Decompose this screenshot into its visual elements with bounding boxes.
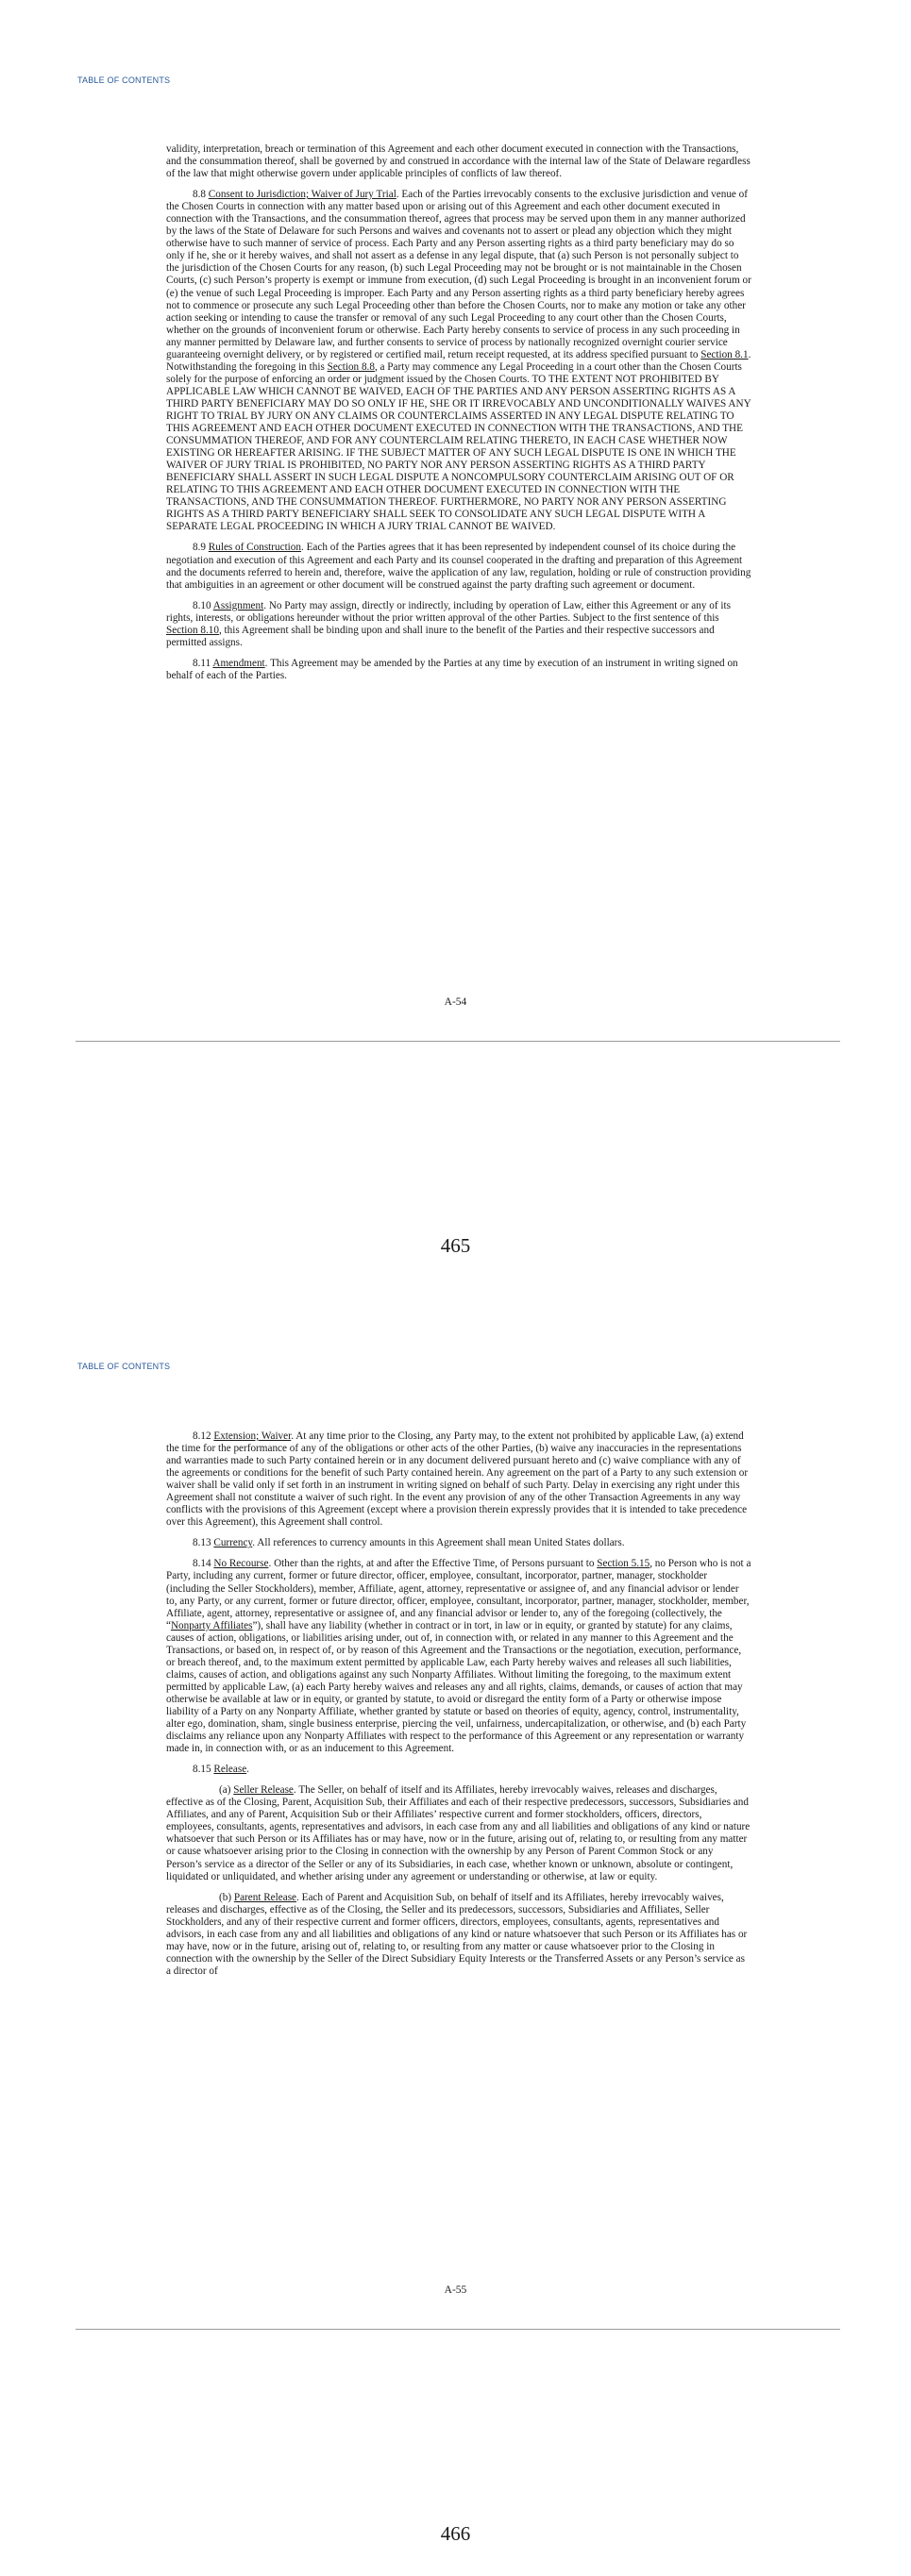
section-text: At any time prior to the Closing, any Party may, to the extent not prohibited by applicable Law, (a) extend the time for the performance of any of the obligations or other acts of the other Parties, (b) waive any inaccuracies in the representations and warranties made to such Party contained herein or in any document delivered pursuant hereto and (c) waive compliance with any of the agreements or conditions for the benefit of such Party contained herein. Any agreement on the part of a Party to any such extension or waiver shall be valid only if set forth in an instrument in writing signed on behalf of such Party. Delay in exercising any right under this Agreement shall not constitute a waiver of such right. In the event any provision of any of the other Transaction Agreements in any way conflicts with the provisions of this Agreement (except where a provision therein expressly provides that it is intended to take precedence over this Agreement), this Agreement shall control.: [166, 1430, 749, 1529]
section-text: , this Agreement shall be binding upon and shall inure to the benefit of the Parties and their respective successors and permitted assigns.: [166, 624, 715, 648]
section-8-10: 8.10 Assignment. No Party may assign, directly or indirectly, including by operation of Law, either this Agreement or any of its rights, interests, or obligations hereunder without the prior written approval of the other Parties. Subject to the first sentence of this Section 8.10, this Agreement shall be binding upon and shall inure to the benefit of the Parties and their respective successors and permitted assigns.: [166, 599, 731, 648]
section-text: , a Party may commence any Legal Proceeding in a court other than the Chosen Courts solely for the purpose of enforcing an order or judgment issued by the Chosen Courts. TO THE EXTENT NOT PROHIBITED BY APPLICABLE LAW WHICH CANNOT BE WAIVED, EACH OF THE PARTIES AND ANY PERSON ASSERTING RIGHTS AS A THIRD PARTY BENEFICIARY MAY DO SO ONLY IF HE, SHE OR IT IRREVOCABLY AND UNCONDITIONALLY WAIVES ANY RIGHT TO TRIAL BY JURY ON ANY CLAIMS OR COUNTERCLAIMS ASSERTED IN ANY LEGAL DISPUTE RELATING TO THIS AGREEMENT AND EACH OTHER DOCUMENT EXECUTED IN CONNECTION WITH THE TRANSACTIONS, AND THE CONSUMMATION THEREOF, AND FOR ANY COUNTERCLAIM RELATING THERETO, IN EACH CASE WHETHER NOW EXISTING OR HEREAFTER ARISING. IF THE SUBJECT MATTER OF ANY SUCH LEGAL DISPUTE IS ONE IN WHICH THE WAIVER OF JURY TRIAL IS PROHIBITED, NO PARTY NOR ANY PERSON ASSERTING RIGHTS AS A THIRD PARTY BENEFICIARY SHALL ASSERT IN SUCH LEGAL DISPUTE A NONCOMPULSORY COUNTERCLAIM ARISING OUT OF OR RELATING TO THIS AGREEMENT AND EACH OTHER DOCUMENT EXECUTED IN CONNECTION WITH THE TRANSACTIONS, AND THE CONSUMMATION THEREOF. FURTHERMORE, NO PARTY NOR ANY PERSON ASSERTING RIGHTS AS A THIRD PARTY BENEFICIARY SHALL SEEK TO CONSOLIDATE ANY SUCH LEGAL DISPUTE WITH A SEPARATE LEGAL PROCEEDING IN WHICH A JURY TRIAL CANNOT BE WAIVED.: [166, 360, 751, 533]
page-number: 466: [440, 2522, 471, 2545]
section-heading: Currency: [213, 1537, 253, 1549]
section-heading: Assignment: [212, 599, 264, 611]
subsection-heading: Parent Release: [233, 1891, 297, 1903]
page-number: 465: [440, 1234, 471, 1257]
section-number: 8.13: [193, 1537, 211, 1549]
page-body: [166, 1430, 751, 1986]
section-cross-reference-link[interactable]: Section 8.10: [166, 624, 219, 636]
document-page: [0, 1288, 911, 2576]
section-heading: Release: [213, 1764, 247, 1776]
section-text: Each of the Parties agrees that it has been represented by independent counsel of its choice during the negotiation and execution of this Agreement and each Party and its counsel cooperated in the drafting and preparation of this Agreement and the documents referred to herein and, therefore, waive the application of any law, regulation, holding or rule of construction providing that ambiguities in an agreement or other document will be construed against the party drafting such agreement or document.: [166, 542, 751, 591]
subsection-a: (a) Seller Release. The Seller, on behalf of itself and its Affiliates, hereby irrevocably waives, releases and discharges, effective as of the Closing, Parent, Acquisition Sub, their Affiliates and each of their respective predecessors, successors, Subsidiaries and Affiliates, and any of Parent, Acquisition Sub or their Affiliates’ respective current and former stockholders, officers, directors, employees, consultants, agents, representatives and advisors, in each case from any and all liabilities and obligations of any kind or nature whatsoever that such Person or its Affiliates has or may have, now or in the future, arising out of, relating to, or resulting from any matter or cause whatsoever arising prior to the Closing in connection with the ownership by any Person of Parent Common Stock or any Person’s service as a director of the Seller or any of its Subsidiaries, in each case, whether known or unknown, absolute or contingent, liquidated or unliquidated, and whether arising under any agreement or understanding or otherwise, at law or equity.: [166, 1784, 751, 1882]
section-text: Each of the Parties irrevocably consents to the exclusive jurisdiction and venue of the Chosen Courts in connection with any matter based upon or arising out of this Agreement and each other document executed in connection with the Transactions, and the consummation thereof, agrees that process may be served upon them in any manner authorized by the laws of the State of Delaware for such Persons and waives and covenants not to assert or plead any objection which they might otherwise have to such manner of service of process. Each Party and any Person asserting rights as a third party beneficiary may do so only if he, she or it hereby waives, and shall not assert as a defense in any legal dispute, that (a) such Person is not personally subject to the jurisdiction of the Chosen Courts for any reason, (b) such Legal Proceeding may not be brought or is not maintainable in the Chosen Courts, (c) such Person’s property is exempt or immune from execution, (d) such Legal Proceeding is brought in an inconvenient forum or (e) the venue of such Legal Proceeding is improper. Each Party and any Person asserting rights as a third party beneficiary hereby agrees not to commence or prosecute any such Legal Proceeding other than before the Chosen Courts, nor to make any motion or take any other action seeking or intending to cause the transfer or removal of any such Legal Proceeding to any court other than the Chosen Courts, whether on the grounds of inconvenient forum or otherwise. Each Party hereby consents to service of process in any such proceeding in any manner permitted by Delaware law, and further consents to service of process by nationally recognized overnight courier service guaranteeing overnight delivery, or by registered or certified mail, return receipt requested, at its address specified pursuant to: [166, 189, 751, 360]
section-text: . Notwithstanding the foregoing in this: [166, 348, 751, 373]
section-8-13: 8.13 Currency. All references to currency amounts in this Agreement shall mean United States dollars.: [193, 1537, 625, 1549]
section-heading: Amendment: [212, 657, 265, 669]
paragraph-continuation: validity, interpretation, breach or termination of this Agreement and each other document executed in connection with the Transactions, and the consummation thereof, shall be governed by and construed in accordance with the internal law of the State of Delaware regardless of the law that might otherwise govern under applicable principles of conflicts of law thereof.: [166, 143, 751, 180]
section-text: Each of Parent and Acquisition Sub, on behalf of itself and its Affiliates, hereby irrevocably waives, releases and discharges, effective as of the Closing, the Seller and its predecessors, successors, Subsidiaries and Affiliates, Seller Stockholders, and any of their respective current and former officers, directors, employees, consultants, agents, representatives and advisors, in each case from any and all liabilities and obligations of any kind or nature whatsoever that such Person or its Affiliates has or may have, now or in the future, arising out of, relating to, or resulting from any matter or cause whatsoever prior to the Closing in connection with the ownership by the Seller of the Direct Subsidiary Equity Interests or the Transferred Assets or any Person’s service as a director of: [166, 1891, 748, 1977]
section-heading: Consent to Jurisdiction; Waiver of Jury Trial: [208, 189, 396, 201]
section-number: 8.14: [193, 1558, 211, 1570]
defined-term: Nonparty Affiliates: [170, 1619, 253, 1631]
section-number: 8.15: [193, 1764, 211, 1776]
section-text: , no Person who is not a Party, including any current, former or future director, officer, employee, consultant, incorporator, partner, manager, stockholder (including the Seller Stockholders), member, Affiliate, agent, attorney, representative or assignee of, and any financial advisor or lender to, any Party, or any current, former or future director, officer, employee, consultant, incorporator, partner, manager, stockholder, member, Affiliate, agent, attorney, representative or assignee of, and any financial advisor or lender to, any of the foregoing (collectively, the “: [166, 1558, 751, 1631]
section-number: 8.9: [193, 542, 206, 554]
subsection-heading: Seller Release: [233, 1784, 294, 1797]
section-number: 8.11: [193, 657, 211, 669]
section-text: Other than the rights, at and after the Effective Time, of Persons pursuant to: [274, 1558, 598, 1570]
section-8-14: 8.14 No Recourse. Other than the rights, at and after the Effective Time, of Persons pursuant to Section 5.15, no Person who is not a Party, including any current, former or future director, officer, employee, consultant, incorporator, partner, manager, stockholder (including the Seller Stockholders), member, Affiliate, agent, attorney, representative or assignee of, and any financial advisor or lender to, any Party, or any current, former or future director, officer, employee, consultant, incorporator, partner, manager, stockholder, member, Affiliate, agent, attorney, representative or assignee of, and any financial advisor or lender to, any of the foregoing (collectively, the “Nonparty Affiliates”), shall have any liability (whether in contract or in tort, in law or in equity, or granted by statute) for any claims, causes of action, obligations, or liabilities arising under, out of, in connection with, or related in any manner to this Agreement and the Transactions, or based on, in respect of, or by reason of this Agreement and the Transactions or the negotiation, execution, performance, or breach thereof, and, to the maximum extent permitted by applicable Law, each Party hereby waives and releases all such liabilities, claims, causes of action, and obligations against any such Nonparty Affiliates. Without limiting the foregoing, to the maximum extent permitted by applicable Law, (a) each Party hereby waives and releases any and all rights, claims, demands, or causes of action that may otherwise be available at law or in equity, or granted by statute, to avoid or disregard the entity form of a Party or otherwise impose liability of a Party on any Nonparty Affiliate, whether granted by statute or based on theories of equity, agency, control, instrumentality, alter ego, domination, sham, single business enterprise, piercing the veil, unfairness, undercapitalization, or otherwise, and (b) each Party disclaims any reliance upon any Nonparty Affiliates with respect to the performance of this Agreement or any representation or warranty made in, in connection with, or as an inducement to this Agreement.: [166, 1558, 751, 1755]
page-divider: [76, 1041, 840, 1042]
section-heading: Rules of Construction: [208, 542, 301, 554]
section-8-12: 8.12 Extension; Waiver. At any time prior to the Closing, any Party may, to the extent not prohibited by applicable Law, (a) extend the time for the performance of any of the obligations or other acts of the other Parties, (b) waive any inaccuracies in the representations and warranties made to such Party contained herein or in any document delivered pursuant hereto and (c) waive compliance with any of the agreements or conditions for the benefit of such Party contained herein. Any agreement on the part of a Party to any such extension or waiver shall be valid only if set forth in an instrument in writing signed on behalf of such Party. Delay in exercising any right under this Agreement shall not constitute a waiver of such right. In the event any provision of any of the other Transaction Agreements in any way conflicts with the provisions of this Agreement (except where a provision therein expressly provides that it is intended to take precedence over this Agreement), this Agreement shall control.: [166, 1430, 749, 1529]
page-divider: [76, 2329, 840, 2330]
section-number: 8.12: [193, 1430, 211, 1442]
section-8-9: 8.9 Rules of Construction. Each of the Parties agrees that it has been represented by independent counsel of its choice during the negotiation and execution of this Agreement and each Party and its counsel cooperated in the drafting and preparation of this Agreement and the documents referred to herein and, therefore, waive the application of any law, regulation, holding or rule of construction providing that ambiguities in an agreement or other document will be construed against the party drafting such agreement or document.: [166, 542, 751, 591]
section-8-11: 8.11 Amendment. This Agreement may be amended by the Parties at any time by execution of an instrument in writing signed on behalf of each of the Parties.: [166, 657, 738, 681]
section-heading: No Recourse: [213, 1558, 269, 1570]
section-8-15: 8.15 Release.: [193, 1764, 249, 1776]
subsection-b: (b) Parent Release. Each of Parent and Acquisition Sub, on behalf of itself and its Affiliates, hereby irrevocably waives, releases and discharges, effective as of the Closing, the Seller and its predecessors, successors, Subsidiaries and Affiliates, Seller Stockholders, and any of their respective current and former officers, directors, employees, consultants, agents, representatives and advisors, in each case from any and all liabilities and obligations of any kind or nature whatsoever that such Person or its Affiliates has or may have, now or in the future, arising out of, relating to, or resulting from any matter or cause whatsoever prior to the Closing in connection with the ownership by the Seller of the Direct Subsidiary Equity Interests or the Transferred Assets or any Person’s service as a director of: [166, 1891, 748, 1977]
section-text: No Party may assign, directly or indirectly, including by operation of Law, either this Agreement or any of its rights, interests, or obligations hereunder without the prior written approval of the other Parties. Subject to the first sentence of this: [166, 599, 731, 624]
section-text: All references to currency amounts in this Agreement shall mean United States dollars.: [257, 1537, 625, 1549]
table-of-contents-link[interactable]: TABLE OF CONTENTS: [77, 75, 171, 85]
page-body: [166, 143, 751, 691]
subsection-number: (a): [219, 1784, 231, 1797]
table-of-contents-link[interactable]: TABLE OF CONTENTS: [77, 1362, 171, 1371]
section-cross-reference-link[interactable]: Section 8.8: [327, 360, 375, 373]
subsection-number: (b): [219, 1891, 232, 1903]
section-cross-reference-link[interactable]: Section 5.15: [597, 1558, 650, 1570]
section-text: This Agreement may be amended by the Parties at any time by execution of an instrument in writing signed on behalf of each of the Parties.: [166, 657, 738, 681]
page-folio: A-55: [444, 2284, 467, 2296]
page-folio: A-54: [444, 996, 467, 1008]
section-heading: Extension; Waiver: [213, 1430, 292, 1442]
section-8-8: 8.8 Consent to Jurisdiction; Waiver of Jury Trial. Each of the Parties irrevocably consents to the exclusive jurisdiction and venue of the Chosen Courts in connection with any matter based upon or arising out of this Agreement and each other document executed in connection with the Transactions, and the consummation thereof, agrees that process may be served upon them in any manner authorized by the laws of the State of Delaware for such Persons and waives and covenants not to assert or plead any objection which they might otherwise have to such manner of service of process. Each Party and any Person asserting rights as a third party beneficiary may do so only if he, she or it hereby waives, and shall not assert as a defense in any legal dispute, that (a) such Person is not personally subject to the jurisdiction of the Chosen Courts for any reason, (b) such Legal Proceeding may not be brought or is not maintainable in the Chosen Courts, (c) such Person’s property is exempt or immune from execution, (d) such Legal Proceeding is brought in an inconvenient forum or (e) the venue of such Legal Proceeding is improper. Each Party and any Person asserting rights as a third party beneficiary hereby agrees not to commence or prosecute any such Legal Proceeding other than before the Chosen Courts, nor to make any motion or take any other action seeking or intending to cause the transfer or removal of any such Legal Proceeding to any court other than the Chosen Courts, whether on the grounds of inconvenient forum or otherwise. Each Party hereby consents to service of process in any such proceeding in any manner permitted by Delaware law, and further consents to service of process by nationally recognized overnight courier service guaranteeing overnight delivery, or by registered or certified mail, return receipt requested, at its address specified pursuant to Section 8.1. Notwithstanding the foregoing in this Section 8.8, a Party may commence any Legal Proceeding in a court other than the Chosen Courts solely for the purpose of enforcing an order or judgment issued by the Chosen Courts. TO THE EXTENT NOT PROHIBITED BY APPLICABLE LAW WHICH CANNOT BE WAIVED, EACH OF THE PARTIES AND ANY PERSON ASSERTING RIGHTS AS A THIRD PARTY BENEFICIARY MAY DO SO ONLY IF HE, SHE OR IT IRREVOCABLY AND UNCONDITIONALLY WAIVES ANY RIGHT TO TRIAL BY JURY ON ANY CLAIMS OR COUNTERCLAIMS ASSERTED IN ANY LEGAL DISPUTE RELATING TO THIS AGREEMENT AND EACH OTHER DOCUMENT EXECUTED IN CONNECTION WITH THE TRANSACTIONS, AND THE CONSUMMATION THEREOF, AND FOR ANY COUNTERCLAIM RELATING THERETO, IN EACH CASE WHETHER NOW EXISTING OR HEREAFTER ARISING. IF THE SUBJECT MATTER OF ANY SUCH LEGAL DISPUTE IS ONE IN WHICH THE WAIVER OF JURY TRIAL IS PROHIBITED, NO PARTY NOR ANY PERSON ASSERTING RIGHTS AS A THIRD PARTY BENEFICIARY SHALL ASSERT IN SUCH LEGAL DISPUTE A NONCOMPULSORY COUNTERCLAIM ARISING OUT OF OR RELATING TO THIS AGREEMENT AND EACH OTHER DOCUMENT EXECUTED IN CONNECTION WITH THE TRANSACTIONS, AND THE CONSUMMATION THEREOF. FURTHERMORE, NO PARTY NOR ANY PERSON ASSERTING RIGHTS AS A THIRD PARTY BENEFICIARY SHALL SEEK TO CONSOLIDATE ANY SUCH LEGAL DISPUTE WITH A SEPARATE LEGAL PROCEEDING IN WHICH A JURY TRIAL CANNOT BE WAIVED.: [166, 189, 751, 533]
section-number: 8.10: [193, 599, 211, 611]
section-number: 8.8: [193, 189, 206, 201]
section-text: The Seller, on behalf of itself and its Affiliates, hereby irrevocably waives, releases and discharges, effective as of the Closing, Parent, Acquisition Sub, their Affiliates and each of their respective predecessors, successors, Subsidiaries and Affiliates, and any of Parent, Acquisition Sub or their Affiliates’ respective current and former stockholders, officers, directors, employees, consultants, agents, representatives and advisors, in each case from any and all liabilities and obligations of any kind or nature whatsoever that such Person or its Affiliates has or may have, now or in the future, arising out of, relating to, or resulting from any matter or cause whatsoever arising prior to the Closing in connection with the ownership by any Person of Parent Common Stock or any Person’s service as a director of the Seller or any of its Subsidiaries, in each case, whether known or unknown, absolute or contingent, liquidated or unliquidated, and whether arising under any agreement or understanding or otherwise, at law or equity.: [166, 1784, 751, 1882]
section-cross-reference-link[interactable]: Section 8.1: [700, 348, 749, 360]
section-text: ”), shall have any liability (whether in contract or in tort, in law or in equity, or granted by statute) for any claims, causes of action, obligations, or liabilities arising under, out of, in connection with, or related in any manner to this Agreement and the Transactions, or based on, in respect of, or by reason of this Agreement and the Transactions or the negotiation, execution, performance, or breach thereof, and, to the maximum extent permitted by applicable Law, each Party hereby waives and releases all such liabilities, claims, causes of action, and obligations against any such Nonparty Affiliates. Without limiting the foregoing, to the maximum extent permitted by applicable Law, (a) each Party hereby waives and releases any and all rights, claims, demands, or causes of action that may otherwise be available at law or in equity, or granted by statute, to avoid or disregard the entity form of a Party or otherwise impose liability of a Party on any Nonparty Affiliate, whether granted by statute or based on theories of equity, agency, control, instrumentality, alter ego, domination, sham, single business enterprise, piercing the veil, unfairness, undercapitalization, or otherwise, and (b) each Party disclaims any reliance upon any Nonparty Affiliates with respect to the performance of this Agreement or any representation or warranty made in, in connection with, or as an inducement to this Agreement.: [166, 1619, 747, 1755]
